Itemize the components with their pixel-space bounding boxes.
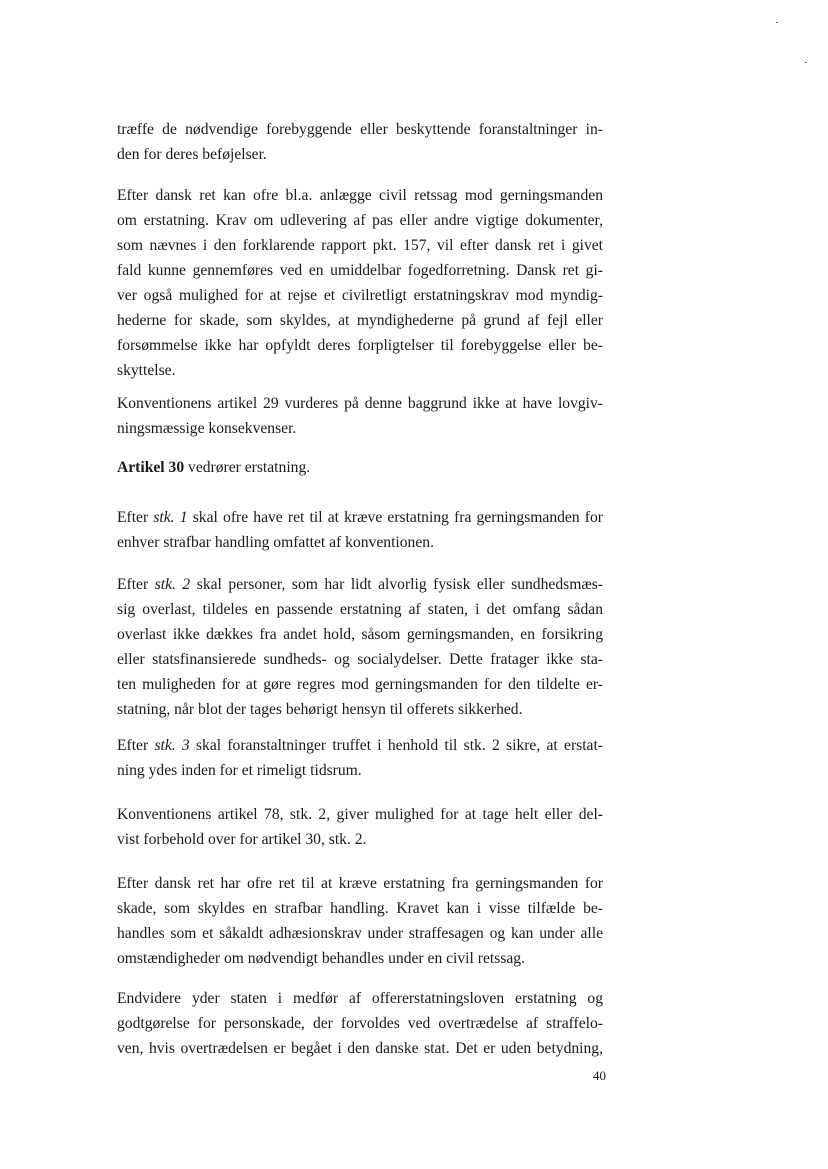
text-line: Endvidere yder staten i medfør af offererstatningsloven erstatning og: [117, 990, 603, 1007]
text-line: [117, 455, 603, 480]
stk-reference: stk. 3: [154, 737, 190, 754]
paragraph-10: [117, 986, 603, 1061]
text-line: fald kunne gennemføres ved en umiddelbar fogedforretning. Dansk ret gi-: [117, 262, 603, 279]
paragraph-9: [117, 871, 603, 971]
text-line: godtgørelse for personskade, der forvoldes ved overtrædelse af straffelo-: [117, 1015, 603, 1032]
article-heading: Artikel 30: [117, 459, 185, 476]
paragraph-5: [117, 505, 603, 555]
text-line: ningsmæssige konsekvenser.: [117, 420, 297, 437]
stk-reference: stk. 1: [153, 509, 188, 526]
text-line: ten muligheden for at gøre regres mod gerningsmanden for den tildelte er-: [117, 676, 603, 693]
text-run: Efter: [117, 509, 154, 526]
text-run: skal foranstaltninger truffet i henhold til stk. 2 sikre, at erstat-: [189, 737, 603, 754]
paragraph-2: [117, 183, 603, 383]
text-line: ver også mulighed for at rejse et civilretligt erstatningskrav mod myndig-: [117, 287, 603, 304]
text-line: træffe de nødvendige forebyggende eller beskyttende foranstaltninger in-: [117, 121, 603, 138]
paragraph-6: [117, 572, 603, 722]
text-line: [117, 733, 603, 758]
paragraph-7: [117, 733, 603, 783]
paragraph-8: [117, 802, 603, 852]
text-line: om erstatning. Krav om udlevering af pas eller andre vigtige dokumenter,: [117, 212, 603, 229]
text-line: overlast ikke dækkes fra andet hold, såsom gerningsmanden, en forsikring: [117, 626, 603, 643]
text-line: enhver strafbar handling omfattet af konventionen.: [117, 534, 434, 551]
paragraph-4: [117, 455, 603, 480]
text-line: Konventionens artikel 29 vurderes på denne baggrund ikke at have lovgiv-: [117, 395, 603, 412]
text-line: ning ydes inden for et rimeligt tidsrum.: [117, 762, 362, 779]
article-heading-rest: vedrører erstatning.: [184, 459, 311, 476]
page-number: 40: [593, 1068, 606, 1083]
text-line: Efter dansk ret kan ofre bl.a. anlægge civil retssag mod gerningsmanden: [117, 187, 603, 204]
scan-speck: [776, 22, 778, 23]
stk-reference: stk. 2: [154, 576, 191, 593]
text-line: som nævnes i den forklarende rapport pkt. 157, vil efter dansk ret i givet: [117, 237, 603, 254]
text-line: hederne for skade, som skyldes, at myndighederne på grund af fejl eller: [117, 312, 603, 329]
text-line: omstændigheder om nødvendigt behandles under en civil retssag.: [117, 950, 525, 967]
paragraph-1: [117, 117, 603, 167]
text-line: Efter dansk ret har ofre ret til at kræve erstatning fra gerningsmanden for: [117, 875, 603, 892]
paragraph-3: [117, 391, 603, 441]
scan-speck: [805, 62, 807, 63]
text-line: ven, hvis overtrædelsen er begået i den danske stat. Det er uden betydning,: [117, 1040, 603, 1057]
text-run: Efter: [117, 576, 155, 593]
text-line: forsømmelse ikke har opfyldt deres forpligtelser til forebyggelse eller be-: [117, 337, 603, 354]
text-line: den for deres beføjelser.: [117, 146, 267, 163]
text-line: [117, 572, 603, 597]
text-run: Efter: [117, 737, 155, 754]
text-line: handles som et såkaldt adhæsionskrav under straffesagen og kan under alle: [117, 925, 603, 942]
text-line: sig overlast, tildeles en passende erstatning af staten, i det omfang sådan: [117, 601, 603, 618]
text-line: eller statsfinansierede sundheds- og socialydelser. Dette fratager ikke sta-: [117, 651, 603, 668]
text-line: statning, når blot der tages behørigt hensyn til offerets sikkerhed.: [117, 701, 523, 718]
text-line: Konventionens artikel 78, stk. 2, giver mulighed for at tage helt eller del-: [117, 806, 603, 823]
text-run: skal personer, som har lidt alvorlig fysisk eller sundhedsmæs-: [190, 576, 603, 593]
text-line: vist forbehold over for artikel 30, stk. 2.: [117, 831, 367, 848]
text-line: skyttelse.: [117, 362, 176, 379]
text-line: skade, som skyldes en strafbar handling. Kravet kan i visse tilfælde be-: [117, 900, 603, 917]
text-run: skal ofre have ret til at kræve erstatning fra gerningsmanden for: [187, 509, 603, 526]
text-line: [117, 505, 603, 530]
